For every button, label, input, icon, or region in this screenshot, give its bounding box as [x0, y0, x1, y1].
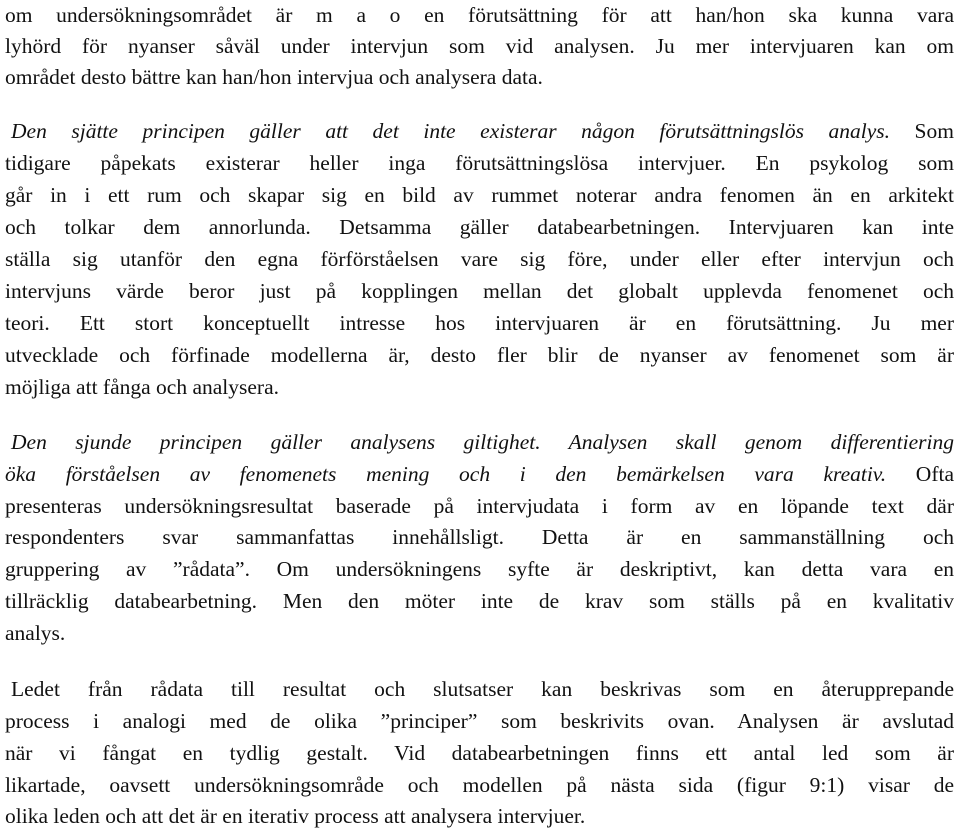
- paragraph-2-line-4: och tolkar dem annorlunda. Detsamma gäller databearbetningen. Intervjuaren kan inte: [5, 215, 954, 239]
- paragraph-3-line-2-rest: Ofta: [886, 462, 955, 486]
- paragraph-2-line-7: teori. Ett stort konceptuellt intresse hos intervjuaren är en förutsättning. Ju mer: [5, 311, 954, 335]
- seventh-principle-heading: Den sjunde principen gäller analysens giltighet. Analysen skall genom differentiering: [11, 430, 954, 454]
- paragraph-1-line-2: lyhörd för nyanser såväl under intervjun som vid analysen. Ju mer intervjuaren kan om: [5, 34, 954, 58]
- paragraph-3-line-7: analys.: [5, 621, 66, 645]
- paragraph-3-line-2: [5, 459, 954, 490]
- paragraph-2-line-8: utvecklade och förfinade modellerna är, desto fler blir de nyanser av fenomenet som är: [5, 343, 954, 367]
- seventh-principle-heading-cont: öka förståelsen av fenomenets mening och i den bemärkelsen vara kreativ.: [5, 462, 887, 486]
- paragraph-1-line-3: området desto bättre kan han/hon intervjua och analysera data.: [5, 65, 543, 89]
- paragraph-3-line-1: [11, 427, 954, 458]
- paragraph-4-line-1: Ledet från rådata till resultat och slutsatser kan beskrivas som en återupprepande: [11, 677, 954, 701]
- paragraph-2-line-5: ställa sig utanför den egna förförståelsen vare sig före, under eller efter intervjun och: [5, 247, 954, 271]
- paragraph-4-line-2: process i analogi med de olika ”principer” som beskrivits ovan. Analysen är avslutad: [5, 709, 954, 733]
- sixth-principle-heading: Den sjätte principen gäller att det inte existerar någon förutsättningslös analys.: [11, 119, 891, 143]
- paragraph-2-line-9: möjliga att fånga och analysera.: [5, 375, 280, 399]
- paragraph-3-line-4: respondenters svar sammanfattas innehållsligt. Detta är en sammanställning och: [5, 525, 954, 549]
- paragraph-3-line-6: tillräcklig databearbetning. Men den möter inte de krav som ställs på en kvalitativ: [5, 589, 954, 613]
- paragraph-2-line-2: tidigare påpekats existerar heller inga förutsättningslösa intervjuer. En psykolog som: [5, 151, 954, 175]
- paragraph-2-line-1: [11, 116, 954, 147]
- paragraph-3-line-5: gruppering av ”rådata”. Om undersökningens syfte är deskriptivt, kan detta vara en: [5, 557, 954, 581]
- paragraph-4-line-5: olika leden och att det är en iterativ process att analysera intervjuer.: [5, 804, 586, 828]
- paragraph-1-line-1: om undersökningsområdet är m a o en förutsättning för att han/hon ska kunna vara: [5, 3, 954, 27]
- paragraph-2-line-6: intervjuns värde beror just på kopplingen mellan det globalt upplevda fenomenet och: [5, 279, 954, 303]
- paragraph-2-line-1-rest: Som: [890, 119, 954, 143]
- paragraph-3-line-3: presenteras undersökningsresultat baserade på intervjudata i form av en löpande text där: [5, 494, 954, 518]
- paragraph-4-line-3: när vi fångat en tydlig gestalt. Vid databearbetningen finns ett antal led som är: [5, 741, 954, 765]
- paragraph-4-line-4: likartade, oavsett undersökningsområde och modellen på nästa sida (figur 9:1) visar de: [5, 773, 954, 797]
- paragraph-2-line-3: går in i ett rum och skapar sig en bild av rummet noterar andra fenomen än en arkitekt: [5, 183, 954, 207]
